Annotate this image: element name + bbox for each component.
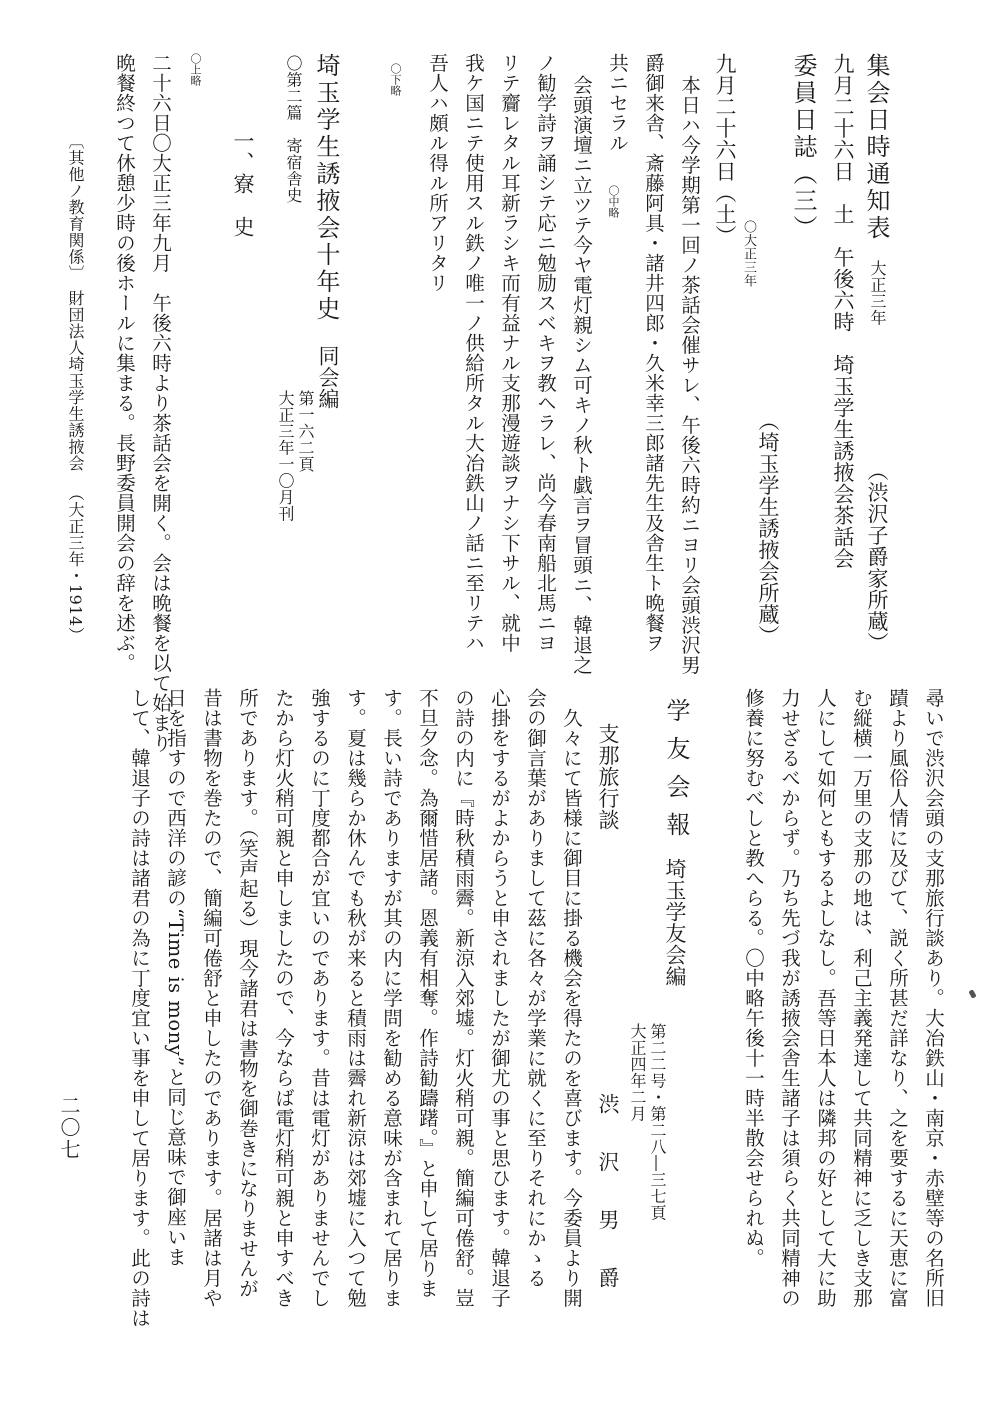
talk-line-1: 久々にて皆様に御目に掛る機会を得たのを喜びます。今委員より開 [560,708,583,1308]
gakuyu-ref-1: 第二二号・第二八―三七頁 [648,1023,667,1221]
talk-line-4: の詩の内に『時秋積雨霽。新涼入郊墟。灯火稍可親。簡編可倦舒。豈 [452,688,475,1308]
talk-line-8: 強するのに丁度都合が宜いのであります。昔は電灯がありませんでし [308,688,331,1308]
diary-line-1: 本日ハ今学期第一回ノ茶話会催サレ、午後六時約ニヨリ会頭渋沢男 [678,75,701,675]
talk-line-7: す。夏は幾らか休んでも秋が来ると積雨は霽れ新涼は郊墟に入つて勉 [344,688,367,1308]
talk-line-5: 不旦夕念。為爾惜居諸。恩義有相奪。作詩勧躊躇。』と申して居りま [416,688,439,1299]
cont-line-6: 修養に努むべしと教へらる。〇中略午後十一時半散会せられぬ。 [742,688,765,1268]
omit-mark-top: 〇上略 [189,53,202,86]
diary-line-8: 吾人ハ頗ル得ル所アリタリ [426,53,449,293]
diary-date: 九月二十六日（土） [713,53,737,247]
history-title: 埼玉学生誘掖会十年史 [312,53,340,323]
gakuyu-editor: 埼玉学友会編 [663,858,687,987]
history-line-2: 晩餐終つて休憩少時の後ホールに集まる。長野委員開会の辞を述ぶ。 [113,53,136,673]
history-line-1: 二十六日〇大正三年九月 午後六時より茶話会を開く。会は晩餐を以て始まり [149,53,172,753]
upper-section [0,45,1003,753]
talk-line-10: 所であります。（笑声起る）現今諸君は書物を御巻きになりませんが [236,688,259,1299]
talk-title: 支那旅行談 [596,723,620,831]
cont-line-4: 人にして如何ともするよしなし。吾等日本人は隣邦の好として大に助 [814,688,837,1308]
notice-table-year: 大正三年 [868,260,887,326]
cont-line-1: 尋いで渋沢会頭の支那旅行談あり。大冶鉄山・南京・赤壁等の名所旧 [922,688,945,1308]
footer-organization: 財団法人埼玉学生誘掖会 [66,290,85,472]
cont-line-3: む縦横一万里の支那の地は、利己主義発達して共同精神に乏しき支那 [850,688,873,1308]
diary-line-6: リテ齎レタル耳新ラシキ而有益ナル支那漫遊談ヲナシ下サル、就中 [498,53,521,653]
diary-line-2: 爵御来舎、斎藤阿具・諸井四郎・久米幸三郎諸先生及舎生ト晩餐ヲ [642,53,665,653]
footer-year: （大正三年・1914） [66,485,85,644]
cont-line-5: 力せざるべからず。乃ち先づ我が誘掖会舎生諸子は須らく共同精神の [778,688,801,1308]
notice-table-title: 集会日時通知表 [862,53,890,242]
notice-table-source: （渋沢子爵家所蔵） [865,460,889,654]
talk-line-11: 昔は書物を巻たので、簡編可倦舒と申したのであります。居諸は月や [200,688,223,1308]
history-editor: 同会編 [316,345,340,410]
diary-line-4: 会頭演壇ニ立ツテ今ヤ電灯親シム可キノ秋ト戯言ヲ冒頭ニ、韓退之 [570,75,593,675]
talk-line-6: す。長い詩でありますが其の内に学問を勧める意味が含まれて居りま [380,688,403,1308]
history-subsection: 一、寮 史 [231,130,255,238]
diary-date-note: 〇大正三年 [741,220,756,288]
talk-line-13: して、韓退子の詩は諸君の為に丁度宜い事を申して居ります。此の詩は [128,688,151,1328]
gakuyu-title: 学友会報 [662,698,690,850]
page-number: 二〇七 [57,1095,81,1161]
history-ref-2: 大正三年一〇月刊 [276,390,295,522]
notice-line: 九月二十六日 土 午後六時 埼玉学生誘掖会茶話会 [831,53,855,569]
diary-line-5: ノ勧学詩ヲ誦シテ応ニ勉励スベキヲ教ヘラレ、尚今春南船北馬ニヨ [534,53,557,653]
diary-line-3: 共ニセラル [606,53,629,153]
talk-line-12: 日を指すので西洋の諺の“Time is mony”と同じ意味で御座いま [164,688,187,1267]
lower-section [0,688,1003,1348]
omit-mark-mid: 〇中略 [607,185,620,218]
diary-source: （埼玉学生誘掖会所蔵） [756,410,780,647]
talk-line-9: たから灯火稍可親と申しましたので、今ならば電灯稍可親と申すべき [272,688,295,1308]
footer-category: 〔其他ノ教育関係〕 [66,133,85,282]
diary-title: 委員日誌（三） [789,53,817,242]
talk-line-2: 会の御言葉がありまして茲に各々が学業に就くに至りそれにかゝる [524,688,547,1288]
talk-author: 渋 沢 男 爵 [596,1093,620,1296]
gakuyu-ref-2: 大正四年二月 [628,1023,647,1122]
omit-mark-end: 〇下略 [389,63,402,96]
history-section: 〇第二篇 寄宿舎史 [284,55,303,204]
talk-line-3: 心掛をするがよからうと申されましたが御尤の事と思ひます。韓退子 [488,688,511,1308]
diary-line-7: 我ケ国ニテ使用スル鉄ノ唯一ノ供給所タル大冶鉄山ノ話ニ至リテハ [462,53,485,653]
history-ref-1: 第一六二頁 [296,390,315,473]
cont-line-2: 蹟より風俗人情に及びて、説く所甚だ詳なり、之を要するに天恵に富 [886,688,909,1308]
